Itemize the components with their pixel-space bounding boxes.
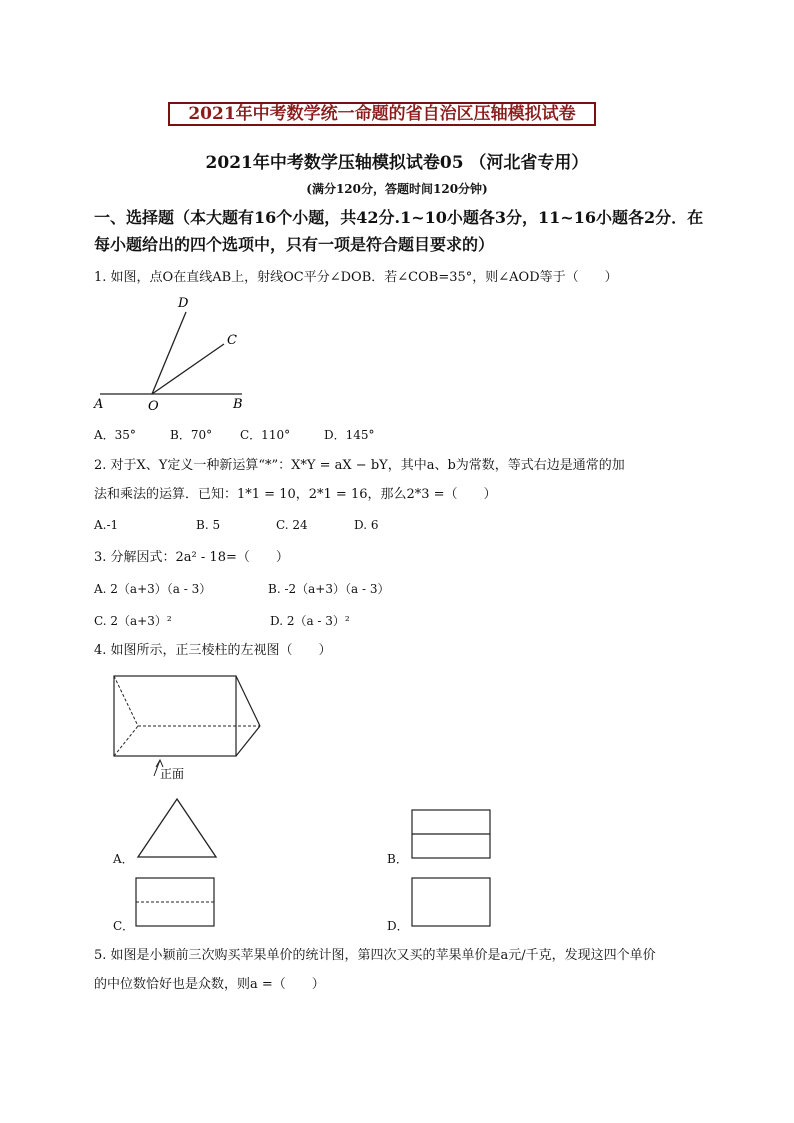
question-2-stem-line-2: 法和乘法的运算．已知：1*1 = 10，2*1 = 16，那么2*3 =（ ） bbox=[94, 487, 497, 502]
question-1-stem: 1. 如图，点O在直线AB上，射线OC平分∠DOB．若∠COB=35°，则∠AOD等于（ ） bbox=[94, 270, 618, 285]
question-3-option-b: B. -2（a+3）（a - 3） bbox=[268, 582, 390, 596]
option-d-rectangle-figure bbox=[410, 876, 494, 930]
question-3-stem: 3. 分解因式：2a² - 18=（ ） bbox=[94, 550, 289, 565]
figure-label-d: D bbox=[178, 296, 189, 311]
question-2-stem-line-1: 2. 对于X、Y定义一种新运算“*”：X*Y = aX − bY，其中a、b为常数，等式右边是通常的加 bbox=[94, 458, 625, 473]
question-4-option-a: A． bbox=[113, 852, 134, 866]
question-1-option-d: D．145° bbox=[324, 428, 375, 442]
question-5-stem-line-1: 5. 如图是小颖前三次购买苹果单价的统计图，第四次又买的苹果单价是a元/千克，发现这四个单价 bbox=[94, 948, 656, 963]
exam-subtitle: (满分120分，答题时间120分钟) bbox=[306, 182, 488, 196]
question-2-option-d: D. 6 bbox=[354, 518, 379, 532]
question-4-option-b: B． bbox=[387, 852, 408, 866]
question-2-option-b: B. 5 bbox=[196, 518, 221, 532]
figure-label-o: O bbox=[148, 399, 159, 414]
question-1-angle-figure bbox=[90, 292, 260, 414]
question-3-option-c: C. 2（a+3）² bbox=[94, 614, 172, 628]
question-1-option-b: B．70° bbox=[170, 428, 213, 442]
question-4-option-c: C． bbox=[113, 919, 135, 933]
option-c-rectangle-figure bbox=[134, 876, 218, 930]
question-2-option-c: C. 24 bbox=[276, 518, 308, 532]
exam-title: 2021年中考数学压轴模拟试卷05 （河北省专用） bbox=[205, 153, 589, 173]
question-4-option-d: D． bbox=[387, 919, 409, 933]
question-4-prism-figure bbox=[110, 672, 270, 782]
question-4-stem: 4. 如图所示，正三棱柱的左视图（ ） bbox=[94, 643, 332, 658]
option-b-rectangle-figure bbox=[410, 808, 494, 862]
question-2-option-a: A.-1 bbox=[94, 518, 119, 532]
figure-label-a: A bbox=[94, 397, 104, 412]
front-view-label: 正面 bbox=[160, 767, 185, 781]
series-banner: 2021年中考数学统一命题的省自治区压轴模拟试卷 bbox=[168, 102, 596, 126]
question-3-option-d: D. 2（a - 3）² bbox=[270, 614, 350, 628]
question-1-option-c: C．110° bbox=[240, 428, 291, 442]
question-5-stem-line-2: 的中位数恰好也是众数，则a =（ ） bbox=[94, 977, 325, 992]
figure-label-c: C bbox=[227, 333, 237, 348]
option-a-triangle-figure bbox=[134, 796, 220, 860]
question-3-option-a: A. 2（a+3）（a - 3） bbox=[94, 582, 212, 596]
figure-label-b: B bbox=[233, 397, 243, 412]
section-heading: 一、选择题（本大题有16个小题，共42分.1~10小题各3分，11~16小题各2分．在每小题给出的四个选项中，只有一项是符合题目要求的） bbox=[94, 208, 704, 254]
question-1-option-a: A．35° bbox=[94, 428, 136, 442]
